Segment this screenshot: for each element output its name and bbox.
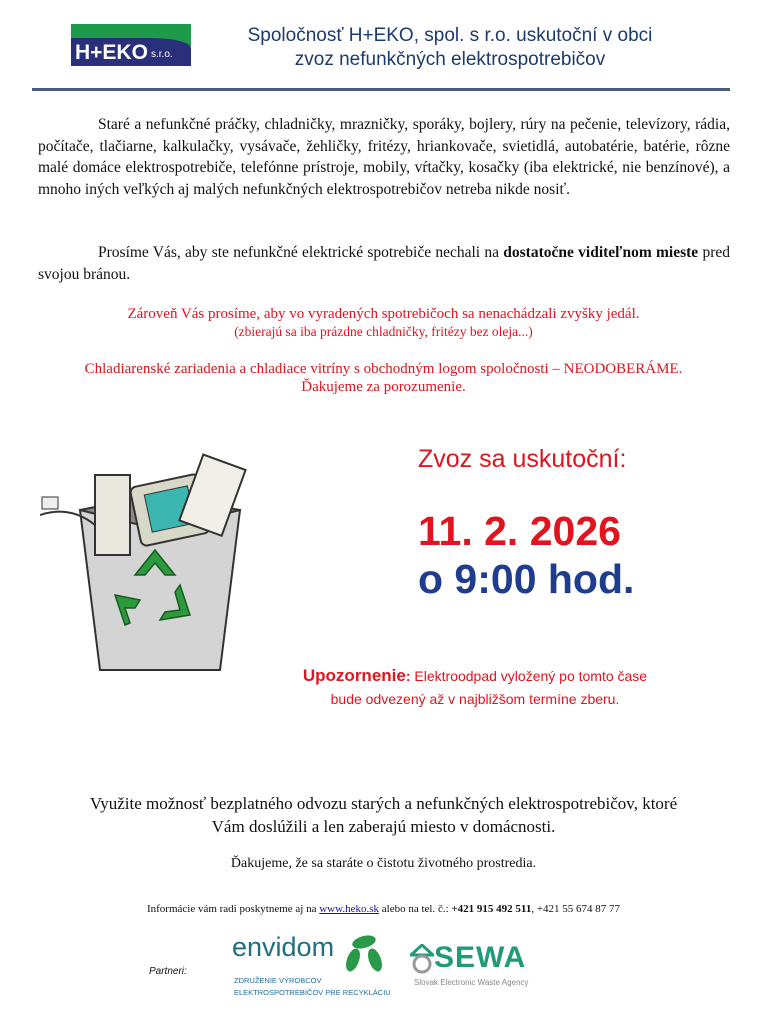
logo-text: H+EKO — [75, 41, 148, 64]
header-divider — [32, 88, 730, 91]
title-line-2: zvoz nefunkčných elektrospotrebičov — [294, 49, 606, 70]
food-notice: Zároveň Vás prosíme, aby vo vyradených spotrebičoch sa nenachádzali zvyšky jedál. — [127, 306, 640, 322]
warning-block — [250, 664, 700, 711]
environment-thanks: Ďakujeme, že sa staráte o čistotu životného prostredia. — [230, 856, 537, 871]
warning-text-1: Elektroodpad vyložený po tomto čase — [410, 668, 648, 684]
title-line-1: Spoločnosť H+EKO, spol. s r.o. uskutoční v obci — [247, 25, 653, 46]
recycle-bin-illustration — [40, 435, 275, 675]
contact-info — [0, 903, 767, 915]
website-link[interactable]: www.heko.sk — [319, 903, 380, 915]
thanks-understanding: Ďakujeme za porozumenie. — [301, 379, 466, 395]
commercial-notice: Chladiarenské zariadenia a chladiace vitríny s obchodným logom spoločnosti – NEODOBERÁME. — [84, 361, 683, 377]
warning-text-2: bude odvezený až v najbližšom termíne zberu. — [330, 691, 620, 707]
offer-line-1: Využite možnosť bezplatného odvozu starých a nefunkčných elektrospotrebičov, ktoré — [89, 794, 678, 813]
partners-label: Partneri: — [149, 966, 187, 977]
sewa-logo — [410, 941, 540, 994]
phone-secondary: , +421 55 674 87 77 — [531, 903, 621, 915]
warning-colon: : — [405, 668, 411, 684]
page-title — [195, 24, 705, 72]
logo-suffix: s.r.o. — [151, 49, 173, 60]
sewa-subtitle: Slovak Electronic Waste Agency — [414, 978, 529, 987]
intro-paragraph — [38, 114, 730, 200]
offer-line-2: Vám doslúžili a len zaberajú miesto v domácnosti. — [211, 817, 556, 836]
info-text: Informácie vám radi poskytneme aj na — [146, 903, 320, 915]
placement-paragraph — [38, 242, 730, 285]
intro-text: Staré a nefunkčné práčky, chladničky, mrazničky, sporáky, bojlery, rúry na pečenie, televízory, rádia, počítače, tlačiarne, kalkulačky, vysávače, žehličky, fritézy, hriankovače, svietidlá, autobatérie, batérie, rôzne malé domáce elektrospotrebiče, telefónne prístroje, mobily, vŕtačky, kosačky (iba elektrické, nie benzínové), a mnoho iných veľkých aj malých nefunkčných elektrospotrebičov netreba nikde nosiť. — [38, 116, 730, 198]
heko-logo — [71, 24, 191, 66]
envidom-name: envidom — [232, 932, 335, 962]
sewa-name: SEWA — [434, 941, 527, 974]
phone-primary: +421 915 492 511 — [451, 903, 532, 915]
offer-text — [20, 792, 747, 838]
collection-date: 11. 2. 2026 — [418, 508, 621, 554]
leaf-recycle-icon — [344, 932, 384, 976]
collection-time: o 9:00 hod. — [418, 556, 635, 602]
placement-text: Prosíme Vás, aby ste nefunkčné elektrické spotrebiče nechali na — [98, 244, 504, 261]
sewa-house-icon — [410, 944, 434, 976]
food-note: (zbierajú sa iba prázdne chladničky, fritézy bez oleja...) — [234, 324, 533, 339]
schedule-heading: Zvoz sa uskutoční: — [418, 445, 627, 473]
info-mid: alebo na tel. č.: — [379, 903, 452, 915]
placement-bold: dostatočne viditeľnom mieste — [503, 244, 699, 261]
placement-end: pred svojou bránou. — [38, 244, 730, 283]
envidom-subtitle-2: ELEKTROSPOTREBIČOV PRE RECYKLÁCIU — [234, 988, 391, 997]
warning-label: Upozornenie — [302, 666, 406, 685]
envidom-logo — [232, 932, 392, 1002]
envidom-subtitle-1: ZDRUŽENIE VÝROBCOV — [234, 976, 322, 985]
